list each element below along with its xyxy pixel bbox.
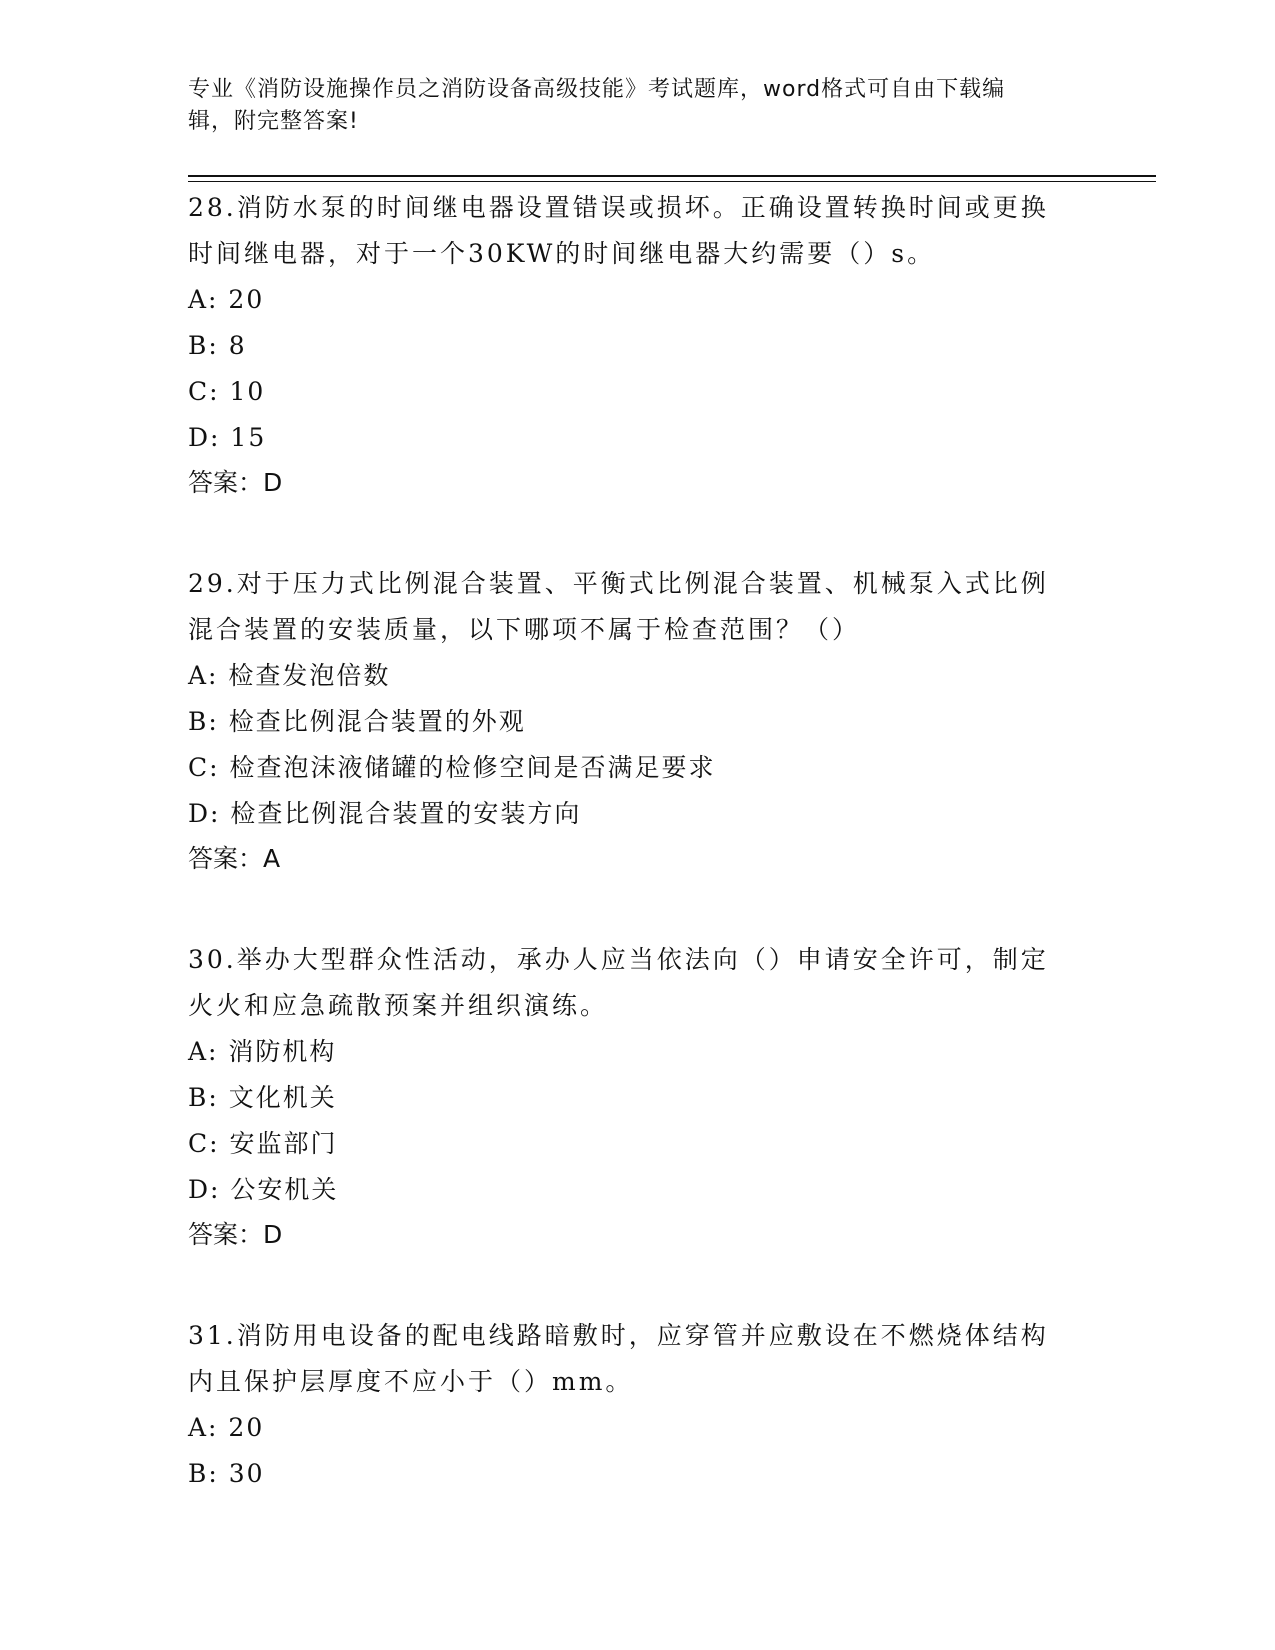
option-a: A: 20	[188, 1413, 265, 1442]
question-text-line-2: 火火和应急疏散预案并组织演练。	[188, 991, 609, 1020]
option-a: A: 消防机构	[188, 1037, 337, 1066]
question-30	[188, 937, 1088, 1257]
question-29	[188, 561, 1088, 881]
question-text-line-1: 30.举办大型群众性活动，承办人应当依法向（）申请安全许可，制定	[188, 945, 1049, 974]
answer-line: 答案：A	[188, 844, 281, 873]
option-d: D: 检查比例混合装置的安装方向	[188, 799, 582, 828]
question-28	[188, 185, 1088, 505]
option-b: B: 8	[188, 331, 247, 360]
header-divider-thick	[188, 175, 1156, 177]
option-d: D: 15	[188, 423, 267, 452]
question-text-line-1: 28.消防水泵的时间继电器设置错误或损坏。正确设置转换时间或更换	[188, 193, 1049, 222]
option-b: B: 检查比例混合装置的外观	[188, 707, 526, 736]
answer-line: 答案：D	[188, 1220, 283, 1249]
option-b: B: 文化机关	[188, 1083, 337, 1112]
option-b: B: 30	[188, 1459, 265, 1488]
option-a: A: 检查发泡倍数	[188, 661, 391, 690]
question-text-line-2: 时间继电器，对于一个30KW的时间继电器大约需要（）s。	[188, 239, 936, 268]
document-header	[188, 74, 1068, 138]
answer-line: 答案：D	[188, 468, 283, 497]
question-text-line-2: 混合装置的安装质量，以下哪项不属于检查范围？（）	[188, 615, 861, 644]
question-text-line-1: 29.对于压力式比例混合装置、平衡式比例混合装置、机械泵入式比例	[188, 569, 1049, 598]
question-text-line-1: 31.消防用电设备的配电线路暗敷时，应穿管并应敷设在不燃烧体结构	[188, 1321, 1049, 1350]
option-c: C: 10	[188, 377, 266, 406]
option-d: D: 公安机关	[188, 1175, 339, 1204]
option-c: C: 检查泡沫液储罐的检修空间是否满足要求	[188, 753, 716, 782]
header-line-1: 专业《消防设施操作员之消防设备高级技能》考试题库，word格式可自由下载编	[188, 77, 1006, 102]
option-a: A: 20	[188, 285, 265, 314]
question-text-line-2: 内且保护层厚度不应小于（）mm。	[188, 1367, 634, 1396]
option-c: C: 安监部门	[188, 1129, 338, 1158]
question-list	[188, 185, 1088, 1553]
header-line-2: 辑，附完整答案!	[188, 109, 359, 134]
question-31	[188, 1313, 1088, 1497]
header-divider-thin	[188, 181, 1156, 182]
